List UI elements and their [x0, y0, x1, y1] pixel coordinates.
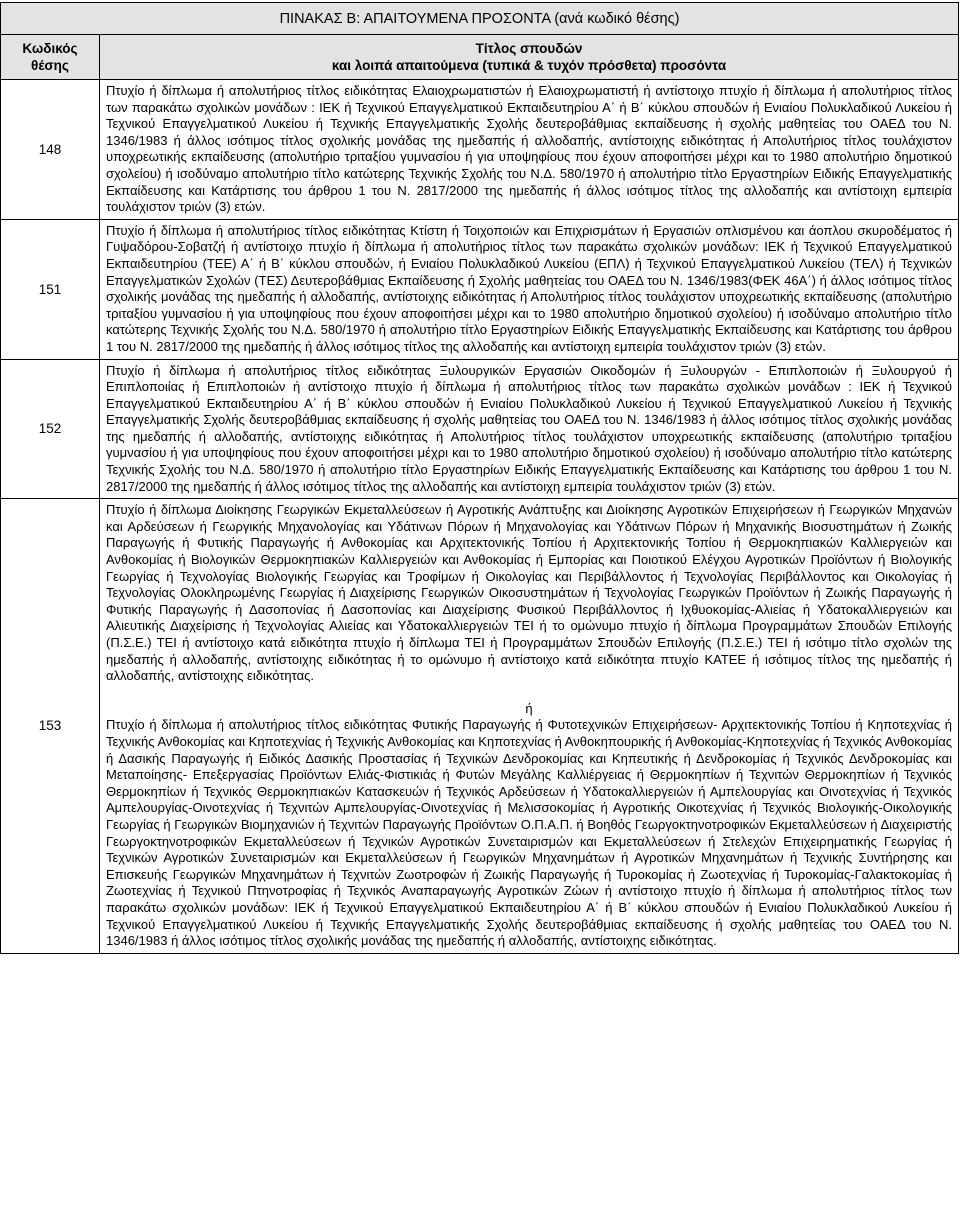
desc-header-line1: Τίτλος σπουδών — [475, 41, 583, 56]
requirements-table — [0, 2, 959, 954]
table-row — [1, 499, 959, 953]
code-header-line2: θέσης — [31, 58, 69, 73]
requirements-paragraph: Πτυχίο ή δίπλωμα ή απολυτήριος τίτλος ειδικότητας Ελαιοχρωματιστών ή Ελαιοχρωματιστή ή αντίστοιχο πτυχίο ή δίπλωμα ή απολυτήριος τίτλος των παρακάτω σχολικών μονάδων : ΙΕΚ ή Τεχνικού Επαγγελματικού Εκπαιδευτηρίου Α΄ ή Β΄ κύκλου σπουδών ή Ενιαίου Πολυκλαδικού Λυκείου ή Τεχνικού Επαγγελματικού Λυκείου ή Τεχνικής Επαγγελματικής Σχολής δευτεροβάθμιας εκπαίδευσης ή σχολής μαθητείας του ΟΑΕΔ του Ν. 1346/1983 ή άλλος ισότιμος τίτλος σχολικής μονάδας της ημεδαπής ή αλλοδαπής, αντίστοιχης ειδικότητας ή Απολυτήριος τίτλος τουλάχιστον υποχρεωτικής εκπαίδευσης (απολυτήριο τριταξίου γυμνασίου ή για υποψηφίους που έχουν αποφοιτήσει μέχρι και το 1980 απολυτήριο δημοτικού σχολείου) ή ισοδύναμο απολυτήριο τίτλο κατώτερης Τεχνικής Σχολής του Ν.Δ. 580/1970 ή απολυτήριο τίτλο Εργαστηρίων Ειδικής Επαγγελματικής Εκπαίδευσης και Κατάρτισης του άρθρου 1 του Ν. 2817/2000 της ημεδαπής ή άλλος ισότιμος τίτλος της αλλοδαπής και αντίστοιχη εμπειρία τουλάχιστον τριών (3) ετών. — [106, 83, 953, 215]
requirements-text — [100, 80, 959, 220]
requirements-paragraph: Πτυχίο ή δίπλωμα Διοίκησης Γεωργικών Εκμεταλλεύσεων ή Αγροτικής Ανάπτυξης και Διοίκησης Αγροτικών Επιχειρήσεων ή Γεωργικών Μηχανών και Αρδεύσεων ή Γεωργικής Μηχανολογίας και Υδάτινων Πόρων ή Μηχανολογίας και Υδάτινων Πόρων ή Μηχανικής Βιοσυστημάτων ή Ζωικής Παραγωγής ή Φυτικής Παραγωγής ή Ανθοκομίας και Αρχιτεκτονικής Τοπίου ή Αρχιτεκτονικής Τοπίου ή Θερμοκηπιακών Καλλιεργειών και Ανθοκομίας ή Βιολογικών Θερμοκηπιακών Καλλιεργειών και Ανθοκομίας ή Εμπορίας και Ποιοτικού Ελέγχου Αγροτικών Προϊόντων ή Βιολογικής Γεωργίας ή Τεχνολογίας Βιολογικής Γεωργίας και Τροφίμων ή Οικολογίας και Περιβάλλοντος ή Τεχνολογίας Περιβάλλοντος και Οικολογίας ή Τεχνολογίας Ολοκληρωμένης Γεωργίας ή Διαχείρισης Γεωργικών Οικοσυστημάτων ή Τεχνολογίας Γεωργικών Προϊόντων ή Ζωικής Παραγωγής ή Φυτικής Παραγωγής ή Δασοπονίας ή Δασοπονίας και Διαχείρισης Φυσικού Περιβάλλοντος ή Ιχθυοκομίας-Αλιείας ή Υδατοκαλλιεργειών και Αλιευτικής Διαχείρισης ή Τεχνολογίας Αλιείας και Υδατοκαλλιεργειών ΤΕΙ ή το ομώνυμο πτυχίο ή δίπλωμα Προγραμμάτων Σπουδών Επιλογής (Π.Σ.Ε.) ΤΕΙ ή αντίστοιχο κατά ειδικότητα πτυχίο ή δίπλωμα ΤΕΙ ή Προγραμμάτων Σπουδών Επιλογής (Π.Σ.Ε.) ΤΕΙ ή ισότιμο τίτλο σχολών της ημεδαπής ή αλλοδαπής, αντίστοιχης ειδικότητας ή το ομώνυμο ή αντίστοιχο κατά ειδικότητα πτυχίο ΚΑΤΕΕ ή ισότιμος τίτλος της ημεδαπής ή αλλοδαπής, αντίστοιχης ειδικότητας. — [106, 502, 953, 684]
alternative-connector: ή — [525, 700, 533, 716]
requirements-text — [100, 359, 959, 499]
code-header-line1: Κωδικός — [22, 41, 78, 56]
requirements-paragraph: Πτυχίο ή δίπλωμα ή απολυτήριος τίτλος ειδικότητας Ξυλουργικών Εργασιών Οικοδομών ή Ξυλουργών - Επιπλοποιών ή Ξυλουργού ή Επιπλοποιίας ή Επιπλοποιών ή αντίστοιχο πτυχίο ή δίπλωμα ή απολυτήριος τίτλος των παρακάτω σχολικών μονάδων : ΙΕΚ ή Τεχνικού Επαγγελματικού Εκπαιδευτηρίου Α΄ ή Β΄ κύκλου σπουδών ή Ενιαίου Πολυκλαδικού Λυκείου ή Τεχνικού Επαγγελματικού Λυκείου ή Τεχνικής Επαγγελματικής Σχολής δευτεροβάθμιας εκπαίδευσης ή σχολής μαθητείας του ΟΑΕΔ του Ν. 1346/1983 ή άλλος ισότιμος τίτλος σχολικής μονάδας της ημεδαπής ή αλλοδαπής, αντίστοιχης ειδικότητας ή Απολυτήριος τίτλος τουλάχιστον υποχρεωτικής εκπαίδευσης (απολυτήριο τριταξίου γυμνασίου ή για υποψηφίους που έχουν αποφοιτήσει μέχρι και το 1980 απολυτήριο δημοτικού σχολείου) ή ισοδύναμο απολυτήριο τίτλο κατώτερης Τεχνικής Σχολής του Ν.Δ. 580/1970 ή απολυτήριο τίτλο Εργαστηρίων Ειδικής Επαγγελματικής Εκπαίδευσης και Κατάρτισης του άρθρου 1 του Ν. 2817/2000 της ημεδαπής ή άλλος ισότιμος τίτλος της αλλοδαπής και αντίστοιχη εμπειρία τουλάχιστον τριών (3) ετών. — [106, 362, 953, 494]
code-column-header — [1, 35, 100, 80]
table-row — [1, 80, 959, 220]
position-code: 148 — [1, 80, 100, 220]
position-code: 151 — [1, 219, 100, 359]
requirements-paragraph-alt: Πτυχίο ή δίπλωμα ή απολυτήριος τίτλος ειδικότητας Φυτικής Παραγωγής ή Φυτοτεχνικών Επιχειρήσεων- Αρχιτεκτονικής Τοπίου ή Κηποτεχνίας ή Τεχνικής Ανθοκομίας και Κηποτεχνίας ή Τεχνικής Ανθοκομίας και Κηποτεχνίας ή Ανθοκηπουρικής ή Ανθοκομίας-Κηποτεχνίας ή Τεχνικός Ανθοκομίας ή Δασικής Παραγωγής ή Ειδικός Δασικής Προστασίας ή Τεχνικών Δενδροκομίας και Κηπευτικής ή Δενδροκομίας ή Τεχνικός Δενδροκομίας και Μεταποίησης- Επεξεργασίας Προϊόντων Ελιάς-Φιστικιάς ή Φυτών Μεγάλης Καλλιέργειας ή Θερμοκηπίων ή Τεχνιτών Θερμοκηπίων ή Τεχνικός Θερμοκηπίων ή Τεχνικός Θερμοκηπιακών Κατασκευών ή Τεχνικός Αρδεύσεων ή Υδατοκαλλιεργειών ή Αμπελουργίας και Οινοτεχνίας ή Τεχνικός Αμπελουργίας-Οινοτεχνίας ή Τεχνιτών Αμπελουργίας-Οινοτεχνίας ή Μελισσοκομίας ή Αγροτικής Οικοτεχνίας ή Τεχνικός Βιολογικής-Οικολογικής Γεωργίας ή Γεωργικών Βιομηχανιών ή Τεχνιτών Παραγωγής Προϊόντων Ο.Π.Α.Π. ή Βοηθός Γεωργοκτηνοτροφικών Εκμεταλλεύσεων ή Διαχειριστής Γεωργοκτηνοτροφικών Εκμεταλλεύσεων ή Τεχνικών Αγροτικών Συνεταιρισμών και Εκμεταλλεύσεων ή Στελεχών Επιχειρηματικής Γεωργίας ή Τεχνικών Αγροτικών Συνεταιρισμών και Εκμεταλλεύσεων ή Γεωργικών Μηχανημάτων ή Αγροτικών Μηχανημάτων ή Τεχνικής Συντήρησης και Επισκευής Γεωργικών Μηχανημάτων ή Τεχνιτών Ζωοτροφών ή Ζωικής Παραγωγής ή Τυροκομίας ή Ζωοτεχνίας ή Τυροκομίας-Γαλακτοκομίας ή Ζωοτεχνίας ή Τεχνικού Πτηνοτροφίας ή Τεχνικός Αναπαραγωγής Αγροτικών Ζώων ή αντίστοιχο πτυχίο ή δίπλωμα ή απολυτήριος τίτλος των παρακάτω σχολικών μονάδων: ΙΕΚ ή Τεχνικού Επαγγελματικού Εκπαιδευτηρίου Α΄ ή Β΄ κύκλου σπουδών ή Ενιαίου Πολυκλαδικού Λυκείου ή Τεχνικού Επαγγελματικού Λυκείου ή Τεχνικής Επαγγελματικής Σχολής δευτεροβάθμιας εκπαίδευσης ή σχολής μαθητείας του ΟΑΕΔ του Ν. 1346/1983 ή άλλος ισότιμος τίτλος σχολικής μονάδας της ημεδαπής ή αλλοδαπής, αντίστοιχης ειδικότητας. — [106, 717, 953, 949]
header-row — [1, 35, 959, 80]
table-title-row — [1, 3, 959, 35]
description-column-header — [100, 35, 959, 80]
requirements-text — [100, 219, 959, 359]
table-row — [1, 219, 959, 359]
requirements-paragraph: Πτυχίο ή δίπλωμα ή απολυτήριος τίτλος ειδικότητας Κτίστη ή Τοιχοποιών και Επιχρισμάτων ή Εργασιών οπλισμένου και άοπλου σκυροδέματος ή Γυψαδόρου-Σοβατζή ή αντίστοιχο πτυχίο ή δίπλωμα ή απολυτήριος τίτλος των παρακάτω σχολικών μονάδων: ΙΕΚ ή Τεχνικού Επαγγελματικού Εκπαιδευτηρίου (ΤΕΕ) Α΄ ή Β΄ κύκλου σπουδών, ή Ενιαίου Πολυκλαδικού Λυκείου (ΕΠΛ) ή Τεχνικού Επαγγελματικού Λυκείου (ΤΕΛ) ή Τεχνικών Επαγγελματικών Σχολών (ΤΕΣ) Δευτεροβάθμιας Εκπαίδευσης ή Σχολής μαθητείας του ΟΑΕΔ του Ν. 1346/1983(ΦΕΚ 46Α΄) ή άλλος ισότιμος τίτλος σχολικής μονάδας της ημεδαπής ή αλλοδαπής, αντίστοιχης ειδικότητας ή Απολυτήριος τίτλος τουλάχιστον υποχρεωτικής εκπαίδευσης (απολυτήριο τριταξίου γυμνασίου ή για υποψηφίους που έχουν αποφοιτήσει μέχρι και το 1980 απολυτήριο δημοτικού σχολείου) ή ισοδύναμο απολυτήριο τίτλο κατώτερης Τεχνικής Σχολής του Ν.Δ. 580/1970 ή απολυτήριο τίτλο Εργαστηρίων Ειδικής Επαγγελματικής Εκπαίδευσης και Κατάρτισης του άρθρου 1 του Ν. 2817/2000 της ημεδαπής ή άλλος ισότιμος τίτλος της αλλοδαπής και αντίστοιχη εμπειρία τουλάχιστον τριών (3) ετών. — [106, 222, 953, 354]
desc-header-line2: και λοιπά απαιτούμενα (τυπικά & τυχόν πρόσθετα) προσόντα — [331, 58, 727, 73]
table-row — [1, 359, 959, 499]
table-title: ΠΙΝΑΚΑΣ Β: ΑΠΑΙΤΟΥΜΕΝΑ ΠΡΟΣΟΝΤΑ (ανά κωδικό θέσης) — [1, 3, 959, 35]
position-code: 153 — [1, 499, 100, 953]
position-code: 152 — [1, 359, 100, 499]
requirements-text — [100, 499, 959, 953]
